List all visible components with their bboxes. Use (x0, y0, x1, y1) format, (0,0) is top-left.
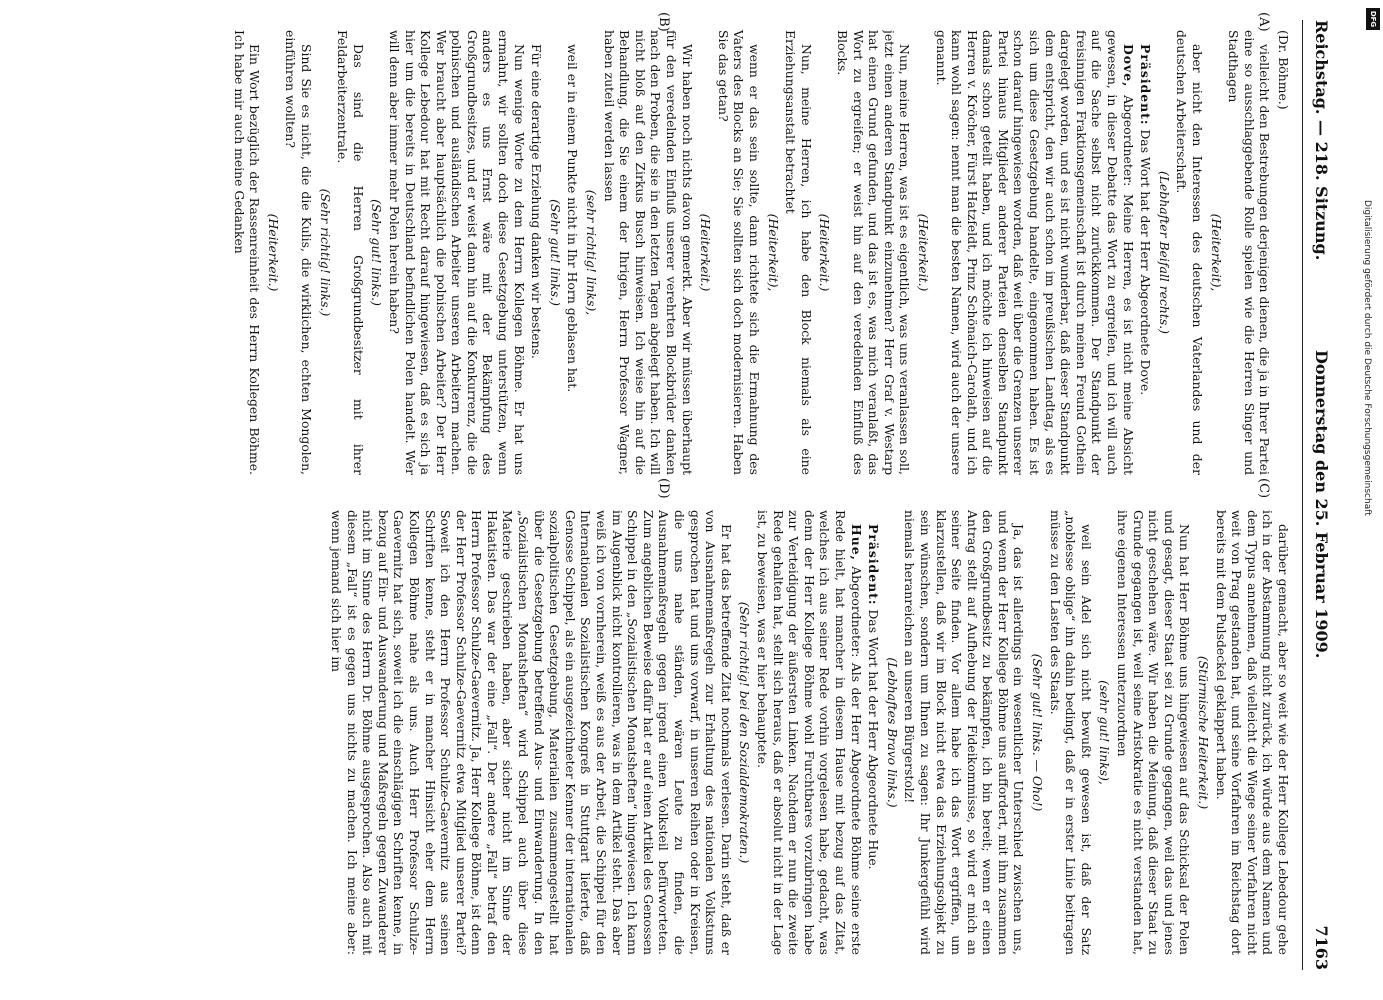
interjection: (sehr gut! links), (1097, 680, 1113, 785)
paragraph: Das sind die Herren Großgrundbesitzer mit ihrer Feldarbeiterzentrale. (335, 30, 366, 475)
interjection: (Stürmische Heiterkeit.) (1196, 655, 1212, 810)
right-column (41, 510, 1291, 955)
rotated-page-content (21, 10, 1351, 990)
speaker-name: Präsident: (1138, 44, 1154, 126)
interjection: (Lebhafter Beifall rechts.) (1156, 171, 1172, 334)
speech-text: Das Wort hat der Herr Abgeordnete Hue. (866, 609, 882, 870)
interjection: (sehr richtig! links), (584, 189, 600, 316)
interjection: (Heiterkeit), (1208, 213, 1224, 292)
interjection: (Sehr gut! links.) (547, 199, 563, 306)
paragraph: Für eine derartige Erziehung danken wir bestens. (529, 44, 545, 359)
interjection: (Heiterkeit), (765, 213, 781, 292)
margin-mark-a: (A) (1256, 12, 1271, 32)
paragraph: Ja, das ist allerdings ein wesentlicher Unterschied zwischen uns, und wenn der Herr Kollege Böhme uns auffordert, mit ihm zusammen den Großgrundbesitz zu bekämpfen, ich bin bereit; wenn er einen Antrag stellt auf Aufhebung der Fideikommisse, so wird er mich an seiner Seite finden. Vor allem habe ich das Wort ergriffen, um klarzustellen, daß wir im Block nicht etwa das Erziehungsobjekt zu sein wünschen, sondern um Ihnen zu sagen: Ihr Junkergefühl wird niemals heranreichen an unseren Bürgerstolz! (902, 510, 1027, 955)
interjection: (Heiterkeit.) (817, 213, 833, 292)
interjection: (Sehr gut! links.) (369, 199, 385, 306)
speaker-name: Dove, (1120, 44, 1136, 88)
margin-mark-b: (B) (656, 12, 671, 32)
speech-text: Abgeordneter: Als der Herr Abgeordnete Böhme seine erste Rede hielt, hat mancher in diesem Hause mit bezug auf das Zitat, welches ich aus seiner Rede vorhin vorgelesen habe, gedacht, was denn der Herr Kollege Böhme wohl Furchtbares vorzubringen habe zur Verteidigung der äußersten Linken. Nachdem er nun die zweite Rede gehalten hat, stellt sich heraus, daß er absolut nicht in der Lage ist, zu beweisen, was er hier behauptete. (755, 510, 864, 955)
speaker-continuation-label: (Dr. Böhme.) (1276, 30, 1291, 110)
paragraph: Nun wenige Worte zu dem Herrn Kollegen Böhme. Er hat uns ermahnt, wir sollten doch diese Gesetzgebung unterstützen, wenn anders es uns Ernst wäre mit der Bekämpfung des Großgrundbesitzes, und er weist dann hin auf die Konkurrenz, die die polnischen und ausländischen Arbeiter unseren Arbeitern machen. Wer braucht aber hauptsächlich die polnischen Arbeiter? Der Herr Kollege Lebedour hat mit Recht darauf hingewiesen, daß es sich ja hier um die bereits in Deutschland befindlichen Polen handelt. Wer will denn aber immer mehr Polen herein haben? (386, 30, 527, 475)
paragraph: Nun, meine Herren, was ist es eigentlich, was uns veranlassen soll, jetzt einen anderen Standpunkt einzunehmen? Herr Graf v. Westarp hat einen Grund gefunden, und das ist es, was mich veranlaßt, das Wort zu ergreifen; er weist hin auf den veredelnden Einfluß des Blocks. (834, 30, 913, 475)
digitization-credit: Digitalisierung gefördert durch die Deutsche Forschungsgemeinschaft (1362, 200, 1372, 516)
interjection: (Sehr richtig! links.) (317, 188, 333, 317)
interjection: (Sehr richtig! bei den Sozialdemokraten.) (737, 601, 753, 864)
margin-mark-c: (C) (1256, 478, 1271, 499)
margin-mark-d: (D) (656, 478, 671, 499)
header-rule (1302, 20, 1303, 970)
paragraph: Er hat das betreffende Zitat nochmals verlesen. Darin steht, daß er von Ausnahmemaßregeln zur Erhaltung des nationalen Volkstums gesprochen hat und uns vorwarf, in unseren Reihen oder in Kreisen, die uns nahe ständen, wären Leute zu finden, die Ausnahmemaßregeln gegen irgend einen Volksteil befürworteten. Zum angeblichen Beweise dafür hat er auf einen Artikel des Genossen Schippel in den „Sozialistischen Monatsheften“ hingewiesen. Ich kann im Augenblick nicht kontrollieren, was in dem Artikel steht. Das aber weiß ich von vornherein, weiß es aus der Arbeit, die Schippel für den Internationalen Sozialistischen Kongreß in Stuttgart lieferte, daß Genosse Schippel, als ein ausgezeichneter Kenner der internationalen sozialpolitischen Gesetzgebung, Materialien zusammengestellt hat über die Gesetzgebung betreffend Aus- und Einwanderung. In den „Sozialistischen Monatsheften“ wird Schippel auch über diese Materie geschrieben haben, aber sicher nicht im Sinne der Hakatisten. Das war der eine „Fall“. Der andere „Fall“ betraf den Herrn Professor Schulze-Gaevernitz. Ja, Herr Kollege Böhme, ist denn der Herr Professor Schulze-Gaevernitz etwa Mitglied unserer Partei? Soweit ich den Herrn Professor Schulze-Gaevernitz aus seinen Schriften kenne, steht er in mancher Hinsicht eher dem Herrn Kollegen Böhme nahe als uns. Auch Herr Professor Schulze-Gaevernitz hat sich, soweit ich die einschlägigen Schriften kenne, in bezug auf Ein- und Auswanderung und Maßregeln gegen Zuwanderer nicht im Sinne des Herrn Dr. Böhme ausgesprochen. Also auch mit diesem „Fall“ ist es gegen uns nichts zu machen. Ich meine aber: wenn jemand sich hier im (328, 510, 734, 955)
paragraph: Wir haben noch nichts davon gemerkt. Aber wir müssen überhaupt für den veredelnden Einfluß unserer verehrten Blockbrüder danken nach den Proben, die sie in den letzten Tagen abgelegt haben. Ich will nicht bloß auf den Zirkus Busch hinweisen. Ich weise hin auf die Behandlung, die Sie einem der Ihrigen, Herrn Professor Wagner, haben zuteil werden lassen (601, 30, 695, 475)
paragraph: darüber gemacht, aber so weit wie der Herr Kollege Lebedour gehe ich in der Abstammung nicht zurück, ich würde aus dem Namen und dem Typus annehmen, daß vielleicht die Wiege seiner Vorfahren nicht weit von Prag gestanden hat, und seine Vorfahren im Reichstag dort bereits mit dem Pulsdeckel geklappert haben. (1213, 510, 1291, 955)
speaker-name: Präsident: (866, 524, 882, 606)
paragraph: Sind Sie es nicht, die die Kulis, die wirklichen, echten Mongolen, einführen wollten? (283, 30, 314, 475)
speech-paragraph (754, 510, 863, 955)
interjection: (Heiterkeit.) (915, 213, 931, 292)
interjection: (Sehr gut! links. — Oho!) (1030, 653, 1046, 812)
interjection: (Heiterkeit.) (698, 213, 714, 292)
paragraph: Nun hat Herr Böhme uns hingewiesen auf das Schicksal der Polen und gesagt, dieser Staat sei zu Grunde gegangen, weil das und jenes nicht geschehen wäre. Wir haben die Meinung, daß dieser Staat zu Grunde gegangen ist, weil seine Aristokratie es nicht verstanden hat, ihre eigenen Interessen unterzuordnen (1115, 510, 1193, 955)
paragraph: aber nicht den Interessen des deutschen Vaterlandes und der deutschen Arbeiterschaft. (1174, 30, 1206, 475)
paragraph: weil er in einem Punkte nicht in Ihr Horn geblasen hat. (565, 44, 581, 393)
paragraph: Nun, meine Herren, ich habe den Block niemals als eine Erziehungsanstalt betrachtet (783, 30, 814, 475)
dfg-logo: DFG (1366, 8, 1380, 30)
speech-paragraph (866, 510, 882, 955)
left-column (41, 30, 1291, 475)
speech-paragraph (933, 30, 1136, 475)
interjection: (Heiterkeit.) (265, 213, 281, 292)
page-header (1303, 20, 1331, 980)
paragraph: Ein Wort bezüglich der Rassenreinheit des Herrn Kollegen Böhme. Ich habe mir auch meine Gedanken (231, 30, 263, 475)
speech-paragraph (1138, 30, 1154, 475)
header-date: Donnerstag den 25. Februar 1909. (1312, 350, 1331, 659)
paragraph: wenn er das sein sollte, dann richtete sich die Ermahnung des Vaters des Blocks an Sie; Sie sollten sich doch modernisieren. Haben Sie das getan? (715, 30, 762, 475)
speech-text: Das Wort hat der Herr Abgeordnete Dove. (1138, 129, 1154, 396)
paragraph: weil sein Adel sich nicht bewußt gewesen ist, daß der Satz „noblesse oblige“ ihn dahin bedingt, daß er in erster Linie beitragen müsse zu den Lasten des Staats. (1047, 510, 1094, 955)
header-session: Reichstag. — 218. Sitzung. (1312, 20, 1331, 261)
paragraph: vielleicht den Bestrebungen derjenigen dienen, die ja in Ihrer Partei eine so ausschlaggebende Rolle spielen wie die Herren Singer und Stadthagen (1226, 30, 1273, 475)
speech-text: Abgeordneter: Meine Herren, es ist nicht meine Absicht gewesen, in dieser Debatte das Wort zu ergreifen, und ich will auch auf die Sache selbst nicht zurückkommen. Der Standpunkt der freisinnigen Fraktionsgemeinschaft ist durch meinen Freund Gothein dargelegt worden, und es ist nicht wunderbar, daß dieser Standpunkt dem entspricht, den wir auch schon im preußischen Landtag, als es sich um diese Gesetzgebung handelte, eingenommen haben. Es ist schon darauf hingewiesen worden, daß weit über die Grenzen unserer Partei hinaus Mitglieder anderer Parteien denselben Standpunkt damals schon geteilt haben, und ich möchte ich hinweisen auf die Herren v. Kröcher, Fürst Hatzfeldt, Prinz Schönaich-Carolath, und ich kann wohl sagen: nennt man die besten Namen, wird auch der unsere genannt. (933, 30, 1136, 475)
header-page-number: 7163 (1312, 925, 1331, 970)
interjection: (Lebhaftes Bravo links.) (884, 657, 900, 808)
speaker-name: Hue, (848, 524, 864, 561)
